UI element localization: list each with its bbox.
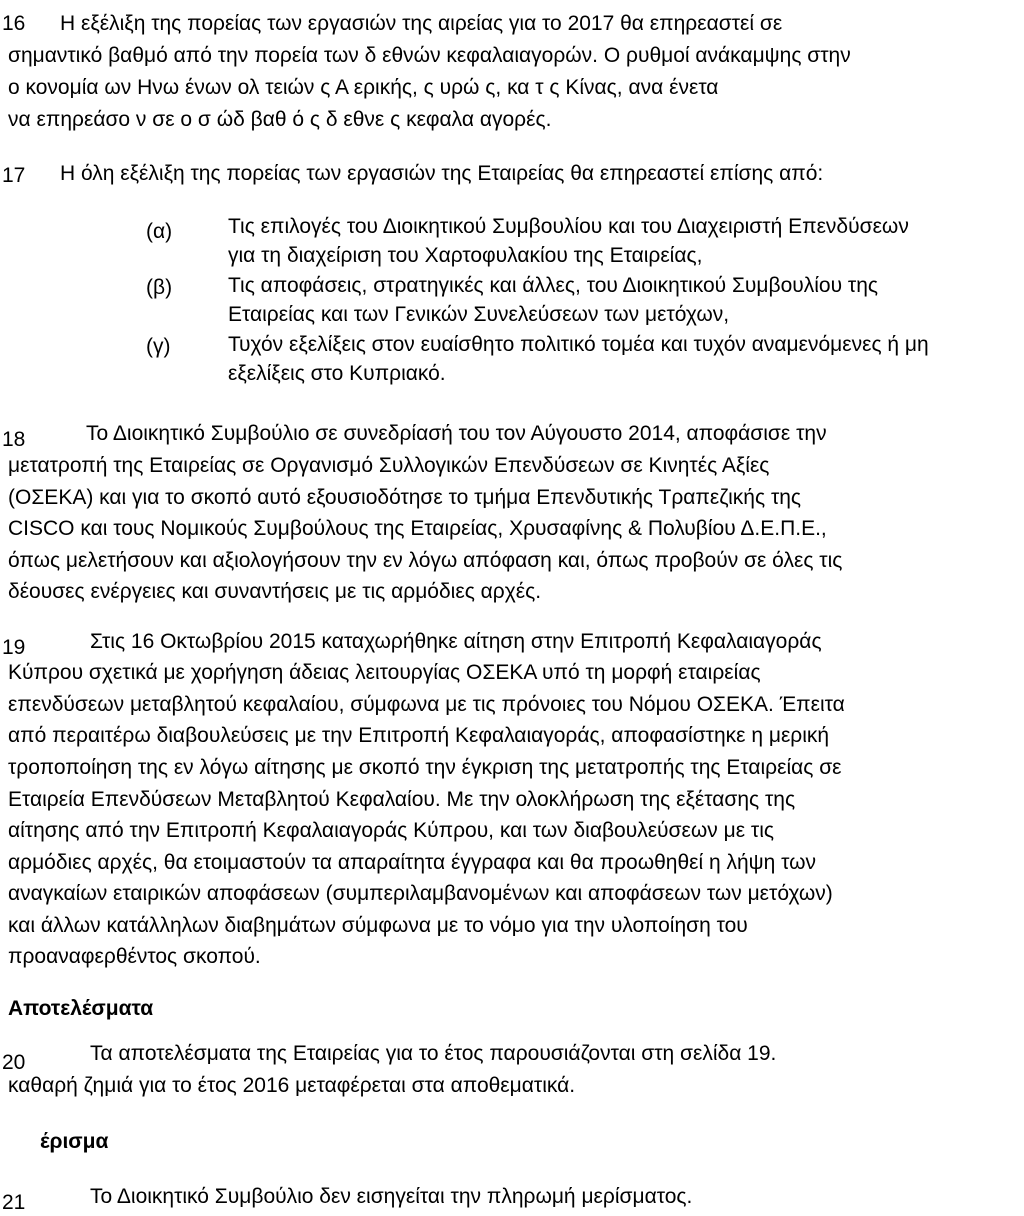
paragraph-number: 16 — [2, 12, 26, 35]
list-item-label: (α) — [146, 220, 173, 243]
paragraph-line: δέουσες ενέργειες και συναντήσεις με τις αρμόδιες αρχές. — [8, 580, 542, 603]
paragraph-line: αρμόδιες αρχές, θα ετοιμαστούν τα απαραίτητα έγγραφα και θα προωθηθεί η λήψη των — [8, 851, 817, 874]
paragraph-line: Το Διοικητικό Συμβούλιο δεν εισηγείται την πληρωμή μερίσματος. — [90, 1185, 693, 1208]
paragraph-line: Στις 16 Οκτωβρίου 2015 καταχωρήθηκε αίτηση στην Επιτροπή Κεφαλαιαγοράς — [90, 630, 822, 653]
paragraph-number: 18 — [2, 428, 26, 451]
paragraph-line: να επηρεάσο ν σε ο σ ώδ βαθ ό ς δ εθνε ς κεφαλα αγορές. — [8, 108, 552, 131]
paragraph-number: 21 — [2, 1191, 26, 1214]
paragraph-line: καθαρή ζημιά για το έτος 2016 μεταφέρεται στα αποθεματικά. — [8, 1074, 576, 1097]
paragraph-line: Η εξέλιξη της πορείας των εργασιών της αιρείας για το 2017 θα επηρεαστεί σε — [60, 12, 783, 35]
paragraph-number: 17 — [2, 164, 26, 187]
paragraph-line: προαναφερθέντος σκοπού. — [8, 945, 261, 968]
paragraph-line: όπως μελετήσουν και αξιολογήσουν την εν λόγω απόφαση και, όπως προβούν σε όλες τις — [8, 549, 843, 572]
paragraph-number: 20 — [2, 1051, 26, 1074]
paragraph-line: CISCO και τους Νομικούς Συμβούλους της Εταιρείας, Χρυσαφίνης & Πολυβίου Δ.Ε.Π.Ε., — [8, 517, 827, 540]
paragraph-line: τροποποίηση της εν λόγω αίτησης με σκοπό την έγκριση της μετατροπής της Εταιρείας σε — [8, 756, 842, 779]
list-item-line: Τις αποφάσεις, στρατηγικές και άλλες, του Διοικητικού Συμβουλίου της — [228, 274, 879, 297]
paragraph-line: Εταιρεία Επενδύσεων Μεταβλητού Κεφαλαίου. Με την ολοκλήρωση της εξέτασης της — [8, 788, 796, 811]
paragraph-line: αίτησης από την Επιτροπή Κεφαλαιαγοράς Κύπρου, και των διαβουλεύσεων με τις — [8, 819, 774, 842]
list-item-line: Τυχόν εξελίξεις στον ευαίσθητο πολιτικό τομέα και τυχόν αναμενόμενες ή μη — [228, 333, 929, 356]
section-heading-dividend: έρισμα — [40, 1130, 109, 1153]
paragraph-line: μετατροπή της Εταιρείας σε Οργανισμό Συλλογικών Επενδύσεων σε Κινητές Αξίες — [8, 454, 770, 477]
paragraph-number: 19 — [2, 636, 26, 659]
list-item-line: Εταιρείας και των Γενικών Συνελεύσεων των μετόχων, — [228, 303, 730, 326]
paragraph-line: Το Διοικητικό Συμβούλιο σε συνεδρίασή του τον Αύγουστο 2014, αποφάσισε την — [86, 422, 827, 445]
paragraph-line: από περαιτέρω διαβουλεύσεις με την Επιτροπή Κεφαλαιαγοράς, αποφασίστηκε η μερική — [8, 724, 830, 747]
section-heading-results: Αποτελέσματα — [8, 997, 154, 1020]
paragraph-intro: Η όλη εξέλιξη της πορείας των εργασιών της Εταιρείας θα επηρεαστεί επίσης από: — [60, 162, 824, 185]
paragraph-line: Τα αποτελέσματα της Εταιρείας για το έτος παρουσιάζονται στη σελίδα 19. — [90, 1042, 777, 1065]
list-item-line: εξελίξεις στο Κυπριακό. — [228, 362, 446, 385]
list-item-line: για τη διαχείριση του Χαρτοφυλακίου της Εταιρείας, — [228, 244, 703, 267]
list-item-label: (γ) — [146, 335, 171, 358]
list-item-label: (β) — [146, 276, 173, 299]
list-item-line: Τις επιλογές του Διοικητικού Συμβουλίου και του Διαχειριστή Επενδύσεων — [228, 215, 909, 238]
paragraph-line: επενδύσεων μεταβλητού κεφαλαίου, σύμφωνα με τις πρόνοιες του Νόμου ΟΣΕΚΑ. Έπειτα — [8, 693, 845, 716]
paragraph-line: Κύπρου σχετικά με χορήγηση άδειας λειτουργίας ΟΣΕΚΑ υπό τη μορφή εταιρείας — [8, 661, 761, 684]
paragraph-line: αναγκαίων εταιρικών αποφάσεων (συμπεριλαμβανομένων και αποφάσεων των μετόχων) — [8, 882, 833, 905]
paragraph-line: και άλλων κατάλληλων διαβημάτων σύμφωνα με το νόμο για την υλοποίηση του — [8, 914, 748, 937]
paragraph-line: (ΟΣΕΚΑ) και για το σκοπό αυτό εξουσιοδότησε το τμήμα Επενδυτικής Τραπεζικής της — [8, 486, 802, 509]
paragraph-line: ο κονομία ων Ηνω ένων ολ τειών ς Α ερικής, ς υρώ ς, κα τ ς Κίνας, ανα ένετα — [8, 76, 719, 99]
paragraph-line: σημαντικό βαθμό από την πορεία των δ εθνών κεφαλαιαγορών. Ο ρυθμοί ανάκαμψης στην — [8, 44, 851, 67]
